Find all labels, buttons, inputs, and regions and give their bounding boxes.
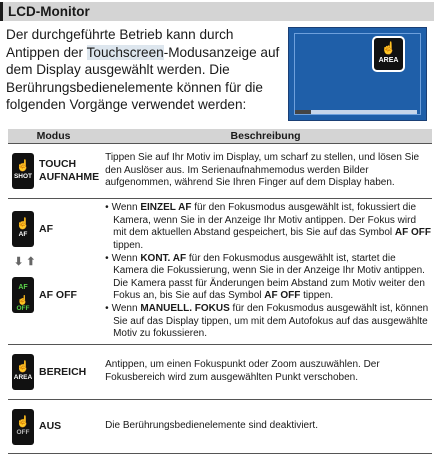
scroll-bar xyxy=(295,110,417,114)
intro-highlight: Touchscreen xyxy=(86,44,164,60)
hand-icon: ☝ xyxy=(381,41,396,55)
mode-name-aus: AUS xyxy=(39,420,62,432)
off-icon: ☝ OFF xyxy=(12,409,34,445)
lcd-preview xyxy=(288,27,427,121)
hand-icon: ☝ xyxy=(16,361,30,373)
table-row-bereich xyxy=(8,345,432,400)
area-button-label: AREA xyxy=(378,57,399,64)
af-icon: ☝ AF xyxy=(12,211,34,247)
swap-arrows-icon: ⬇⬆ xyxy=(14,256,39,268)
description-bereich: Antippen, um einen Fokuspunkt oder Zoom auszuwählen. Der Fokusbereich wird zum ausgewählten Punkt verschoben. xyxy=(99,345,432,400)
description-af xyxy=(99,199,432,345)
intro-paragraph xyxy=(6,26,284,114)
table-row-aus xyxy=(8,400,432,454)
hand-icon: ☝ xyxy=(17,295,29,305)
mode-name-bereich: BEREICH xyxy=(39,365,87,378)
af-bullet-einzel: • Wenn EINZEL AF für den Fokusmodus ausgewählt ist, fokussiert die Kamera, wenn Sie in der Anzeige Ihr Motiv antippen. Der Fokus wird mit dem aktuellen Abstand gespeichert, bis Sie auf das Symbol AF OFF tippen. xyxy=(105,202,432,252)
mode-af xyxy=(12,211,53,247)
table-row-touch xyxy=(8,144,432,199)
description-aus: Die Berührungsbedienelemente sind deaktiviert. xyxy=(99,400,432,454)
mode-af-off xyxy=(12,277,77,313)
hand-icon: ☝ xyxy=(16,415,30,428)
description-touch: Tippen Sie auf Ihr Motiv im Display, um scharf zu stellen, und lösen Sie den Auslöser aus. Im Serienaufnahmemodus werden Bilder aufgenommen, während Sie Ihren Finger auf dem Display haben. xyxy=(99,144,432,199)
section-title: LCD-Monitor xyxy=(0,2,434,21)
mode-name-af: AF xyxy=(39,222,53,235)
mode-name-touch: TOUCH AUFNAHME xyxy=(39,158,100,183)
modes-table xyxy=(8,129,432,454)
area-touch-button xyxy=(372,36,405,72)
column-header-mode: Modus xyxy=(8,129,99,144)
af-bullet-manuell: • Wenn MANUELL. FOKUS für den Fokusmodus ausgewählt ist, können Sie auf das Display tippen, um mit dem Autofokus auf das ausgewählte Motiv zu fokussieren. xyxy=(105,303,432,341)
column-header-description: Beschreibung xyxy=(99,129,432,144)
hand-icon: ☝ xyxy=(16,218,30,230)
hand-icon: ☝ xyxy=(16,160,30,172)
area-icon: ☝ AREA xyxy=(12,354,34,390)
mode-name-af-off: AF OFF xyxy=(39,288,77,301)
intro-text-before: Der durchgeführte Betrieb kann durch Antippen der xyxy=(6,27,234,60)
touch-shot-icon: ☝ SHOT xyxy=(12,153,34,189)
af-off-icon: AF ☝ OFF xyxy=(12,277,34,313)
af-bullet-kont: • Wenn KONT. AF für den Fokusmodus ausgewählt ist, startet die Kamera die Fokussierung, wenn Sie in der Anzeige Ihr Motiv antippen. Die Kamera passt für Änderungen beim Abstand zum Motiv weiter den Fokus an, bis Sie auf das Symbol AF OFF tippen. xyxy=(105,253,432,303)
scroll-thumb xyxy=(295,110,311,114)
intro-text-after: -Modusanzeige auf dem Display ausgewählt werden. Die Berührungsbedienelemente können für die folgenden Vorgänge verwendet werden: xyxy=(6,44,280,113)
table-row-af xyxy=(8,199,432,345)
